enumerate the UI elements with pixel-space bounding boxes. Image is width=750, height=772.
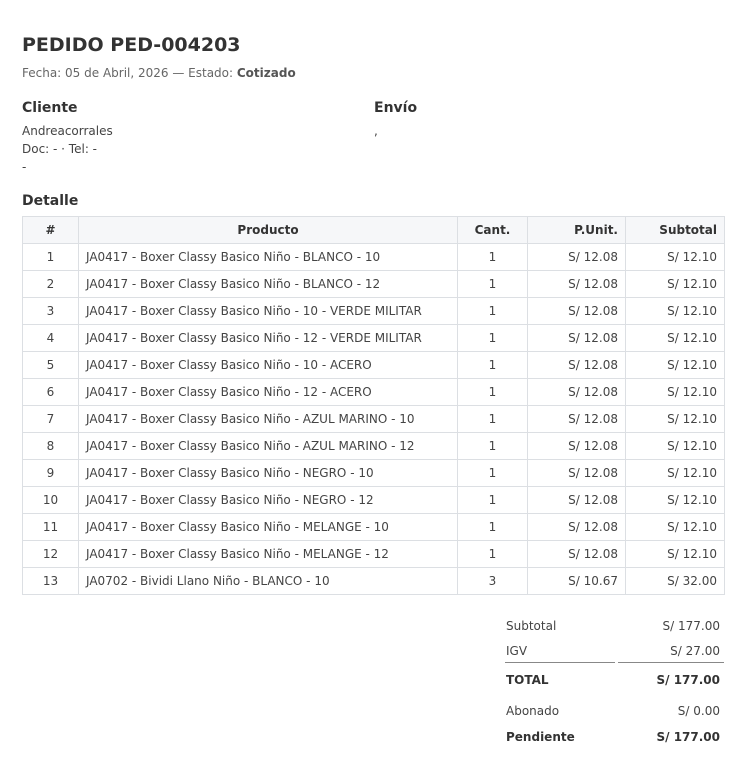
total-value: S/ 177.00 xyxy=(656,673,720,687)
totals-total-row xyxy=(505,673,724,689)
row-number: 4 xyxy=(23,325,79,352)
column-header-product: Producto xyxy=(79,217,458,244)
table-row xyxy=(23,433,725,460)
table-row xyxy=(23,487,725,514)
row-number: 11 xyxy=(23,514,79,541)
shipping-heading: Envío xyxy=(374,100,418,116)
table-row xyxy=(23,379,725,406)
table-body xyxy=(23,244,725,595)
igv-value: S/ 27.00 xyxy=(670,644,720,658)
table-row xyxy=(23,352,725,379)
pending-label: Pendiente xyxy=(506,730,575,744)
row-subtotal: S/ 12.10 xyxy=(626,325,725,352)
row-subtotal: S/ 12.10 xyxy=(626,244,725,271)
row-unit-price: S/ 10.67 xyxy=(528,568,626,595)
row-number: 2 xyxy=(23,271,79,298)
subtotal-label: Subtotal xyxy=(506,619,557,633)
totals-divider-left xyxy=(505,662,615,663)
row-quantity: 1 xyxy=(458,514,528,541)
row-subtotal: S/ 12.10 xyxy=(626,460,725,487)
row-number: 8 xyxy=(23,433,79,460)
row-quantity: 1 xyxy=(458,406,528,433)
table-row xyxy=(23,298,725,325)
row-number: 1 xyxy=(23,244,79,271)
igv-label: IGV xyxy=(506,644,528,658)
row-quantity: 1 xyxy=(458,433,528,460)
row-unit-price: S/ 12.08 xyxy=(528,541,626,568)
row-quantity: 1 xyxy=(458,244,528,271)
table-row xyxy=(23,460,725,487)
row-product: JA0417 - Boxer Classy Basico Niño - 12 - VERDE MILITAR xyxy=(79,325,458,352)
row-number: 7 xyxy=(23,406,79,433)
row-number: 5 xyxy=(23,352,79,379)
paid-label: Abonado xyxy=(506,704,560,718)
row-unit-price: S/ 12.08 xyxy=(528,406,626,433)
detail-heading: Detalle xyxy=(22,193,79,209)
row-product: JA0417 - Boxer Classy Basico Niño - 12 - ACERO xyxy=(79,379,458,406)
shipping-address: , xyxy=(374,124,378,138)
row-product: JA0417 - Boxer Classy Basico Niño - AZUL MARINO - 10 xyxy=(79,406,458,433)
detail-table xyxy=(22,216,725,595)
column-header-unit-price: P.Unit. xyxy=(528,217,626,244)
totals-pending-row xyxy=(505,730,724,746)
row-subtotal: S/ 12.10 xyxy=(626,379,725,406)
row-quantity: 1 xyxy=(458,271,528,298)
row-unit-price: S/ 12.08 xyxy=(528,352,626,379)
row-subtotal: S/ 12.10 xyxy=(626,352,725,379)
row-subtotal: S/ 32.00 xyxy=(626,568,725,595)
row-subtotal: S/ 12.10 xyxy=(626,514,725,541)
client-heading: Cliente xyxy=(22,100,78,116)
row-product: JA0417 - Boxer Classy Basico Niño - NEGRO - 10 xyxy=(79,460,458,487)
client-extra: - xyxy=(22,160,27,174)
client-name: Andreacorrales xyxy=(22,124,113,138)
totals-subtotal-row xyxy=(505,619,724,635)
row-subtotal: S/ 12.10 xyxy=(626,487,725,514)
totals-divider-right xyxy=(618,662,724,663)
table-row xyxy=(23,406,725,433)
totals-igv-row xyxy=(505,644,724,660)
pending-value: S/ 177.00 xyxy=(656,730,720,744)
row-product: JA0417 - Boxer Classy Basico Niño - MELANGE - 10 xyxy=(79,514,458,541)
row-quantity: 1 xyxy=(458,460,528,487)
table-row xyxy=(23,271,725,298)
row-product: JA0417 - Boxer Classy Basico Niño - 10 - ACERO xyxy=(79,352,458,379)
row-subtotal: S/ 12.10 xyxy=(626,406,725,433)
order-meta xyxy=(22,66,296,80)
row-unit-price: S/ 12.08 xyxy=(528,244,626,271)
row-number: 13 xyxy=(23,568,79,595)
row-number: 3 xyxy=(23,298,79,325)
row-unit-price: S/ 12.08 xyxy=(528,460,626,487)
row-unit-price: S/ 12.08 xyxy=(528,514,626,541)
table-row xyxy=(23,541,725,568)
row-unit-price: S/ 12.08 xyxy=(528,487,626,514)
row-quantity: 1 xyxy=(458,298,528,325)
row-subtotal: S/ 12.10 xyxy=(626,298,725,325)
table-row xyxy=(23,514,725,541)
row-product: JA0417 - Boxer Classy Basico Niño - NEGRO - 12 xyxy=(79,487,458,514)
row-quantity: 1 xyxy=(458,352,528,379)
row-quantity: 3 xyxy=(458,568,528,595)
row-number: 9 xyxy=(23,460,79,487)
column-header-number: # xyxy=(23,217,79,244)
paid-value: S/ 0.00 xyxy=(677,704,720,718)
table-row xyxy=(23,325,725,352)
table-header-row xyxy=(23,217,725,244)
column-header-quantity: Cant. xyxy=(458,217,528,244)
totals-paid-row xyxy=(505,704,724,720)
order-status: Cotizado xyxy=(236,66,296,80)
total-label: TOTAL xyxy=(506,673,549,687)
row-quantity: 1 xyxy=(458,487,528,514)
row-unit-price: S/ 12.08 xyxy=(528,298,626,325)
client-doc: Doc: - · Tel: - xyxy=(22,142,98,156)
row-product: JA0702 - Bividi Llano Niño - BLANCO - 10 xyxy=(79,568,458,595)
row-product: JA0417 - Boxer Classy Basico Niño - BLANCO - 12 xyxy=(79,271,458,298)
row-unit-price: S/ 12.08 xyxy=(528,433,626,460)
column-header-subtotal: Subtotal xyxy=(626,217,725,244)
row-product: JA0417 - Boxer Classy Basico Niño - BLANCO - 10 xyxy=(79,244,458,271)
row-product: JA0417 - Boxer Classy Basico Niño - AZUL MARINO - 12 xyxy=(79,433,458,460)
row-quantity: 1 xyxy=(458,379,528,406)
row-quantity: 1 xyxy=(458,325,528,352)
row-unit-price: S/ 12.08 xyxy=(528,379,626,406)
row-product: JA0417 - Boxer Classy Basico Niño - 10 - VERDE MILITAR xyxy=(79,298,458,325)
row-quantity: 1 xyxy=(458,541,528,568)
row-subtotal: S/ 12.10 xyxy=(626,271,725,298)
row-unit-price: S/ 12.08 xyxy=(528,271,626,298)
subtotal-value: S/ 177.00 xyxy=(662,619,720,633)
row-unit-price: S/ 12.08 xyxy=(528,325,626,352)
row-subtotal: S/ 12.10 xyxy=(626,433,725,460)
row-number: 12 xyxy=(23,541,79,568)
order-title: PEDIDO PED-004203 xyxy=(22,34,241,56)
table-row xyxy=(23,568,725,595)
row-number: 10 xyxy=(23,487,79,514)
row-subtotal: S/ 12.10 xyxy=(626,541,725,568)
row-product: JA0417 - Boxer Classy Basico Niño - MELANGE - 12 xyxy=(79,541,458,568)
table-row xyxy=(23,244,725,271)
order-date: Fecha: 05 de Abril, 2026 — Estado: xyxy=(22,66,237,80)
row-number: 6 xyxy=(23,379,79,406)
